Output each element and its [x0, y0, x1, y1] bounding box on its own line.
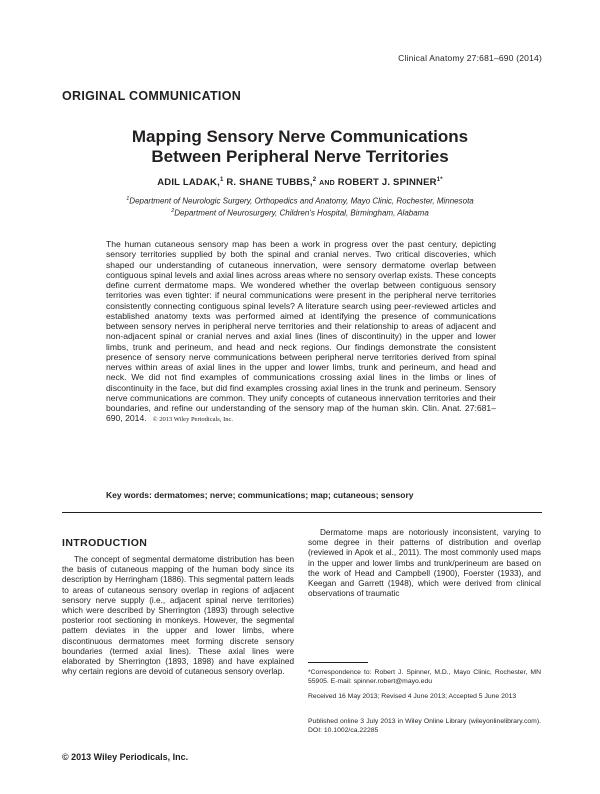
author-connector: AND	[319, 180, 335, 188]
section-label: ORIGINAL COMMUNICATION	[62, 89, 242, 103]
author-name: R. SHANE TUBBS,	[226, 177, 313, 189]
introduction-paragraph: The concept of segmental dermatome distribution has been the basis of cutaneous mapping of the human body since its description by Herringham (1886). This segmental pattern leads to areas of cutaneous sensory overlap in regions of adjacent sensory nerve supply (i.e., adjacent spinal nerve territories) which were described by Sherrington (1893) through selective posterior root sectioning in monkeys. However, the segmental pattern deviates in the upper and lower limbs, where discontinuous dermatomes meet forming discrete sensory boundaries (termed axial lines). These axial lines were elaborated by Sherrington (1893, 1898) and have explained why certain regions are devoid of cutaneous sensory overlap.	[62, 555, 294, 677]
author-affiliation-mark: 2	[312, 177, 317, 183]
keywords: Key words: dermatomes; nerve; communications; map; cutaneous; sensory	[106, 490, 414, 500]
correspondence-note: *Correspondence to: Robert J. Spinner, M.D., Mayo Clinic, Rochester, MN 55905. E-mail: spinner.robert@mayo.edu	[308, 669, 541, 685]
affiliation-1	[60, 196, 540, 206]
right-column	[308, 528, 541, 599]
footnote-divider	[308, 662, 368, 663]
author-name: ROBERT J. SPINNER	[337, 177, 437, 189]
received-dates: Received 16 May 2013; Revised 4 June 2013; Accepted 5 June 2013	[308, 693, 517, 700]
author-affiliation-mark: 1	[219, 177, 224, 183]
publisher-copyright: © 2013 Wiley Periodicals, Inc.	[62, 752, 189, 762]
author-affiliation-mark: 1*	[436, 177, 443, 183]
left-column	[62, 537, 294, 677]
affiliation-text: Department of Neurosurgery, Children's Hospital, Birmingham, Alabama	[174, 208, 429, 218]
article-title	[60, 127, 540, 167]
introduction-heading: INTRODUCTION	[62, 537, 148, 549]
affiliation-mark: 2	[171, 208, 175, 214]
section-divider	[62, 512, 542, 513]
abstract-copyright: © 2013 Wiley Periodicals, Inc.	[152, 416, 233, 424]
author-list	[60, 177, 540, 188]
affiliation-text: Department of Neurologic Surgery, Orthopedics and Anatomy, Mayo Clinic, Rochester, Minnesota	[129, 196, 474, 206]
body-paragraph: Dermatome maps are notoriously inconsistent, varying to some degree in their patterns of distribution and overlap (reviewed in Apok et al., 2011). The most commonly used maps in the upper and lower limbs and trunk/perineum are based on the work of Head and Campbell (1900), Foerster (1933), and Keegan and Garrett (1948), which were derived from clinical observations of traumatic	[308, 528, 541, 599]
abstract	[106, 239, 496, 426]
affiliation-mark: 1	[126, 196, 130, 202]
author-name: ADIL LADAK,	[157, 177, 220, 189]
affiliation-2	[60, 208, 540, 218]
title-line-1: Mapping Sensory Nerve Communications	[131, 127, 469, 146]
journal-reference: Clinical Anatomy 27:681–690 (2014)	[398, 53, 542, 63]
publication-info: Published online 3 July 2013 in Wiley Online Library (wileyonlinelibrary.com). DOI: 10.1002/ca.22285	[308, 718, 541, 734]
title-line-2: Between Peripheral Nerve Territories	[151, 147, 449, 166]
abstract-text: The human cutaneous sensory map has been a work in progress over the past century, depicting sensory territories supplied by both the spinal and cranial nerves. Two critical discoveries, which shaped our understanding of cutaneous innervation, were sensory dermatome overlap between contiguous spinal levels and axial lines across areas where no sensory overlap exists. These concepts define current dermatome maps. We wondered whether the overlap between contiguous sensory territories was even tighter: if neural communications were present in the peripheral nerve territories consistently connecting contiguous spinal levels? A literature search using peer-reviewed articles and established anatomy texts was performed aimed at identifying the presence of communications between sensory nerves in peripheral nerve territories and their relationship to areas of adjacent and non-adjacent spinal or cranial nerves and axial lines (lines of discontinuity) in the upper and lower limbs, trunk and perineum, and head and neck regions. Our findings demonstrate the consistent presence of sensory nerve communications between peripheral nerve territories derived from spinal nerves within areas of axial lines in the upper and lower limbs, trunk and perineum, and head and neck. We did not find examples of communications crossing axial lines in the limbs or lines of discontinuity in the face, but did find examples crossing axial lines in the trunk and perineum. Sensory nerve communications are common. They unify concepts of cutaneous innervation territories and their boundaries, and refine our understanding of the sensory map of the human skin. Clin. Anat. 27:681–690, 2014.	[106, 239, 496, 424]
